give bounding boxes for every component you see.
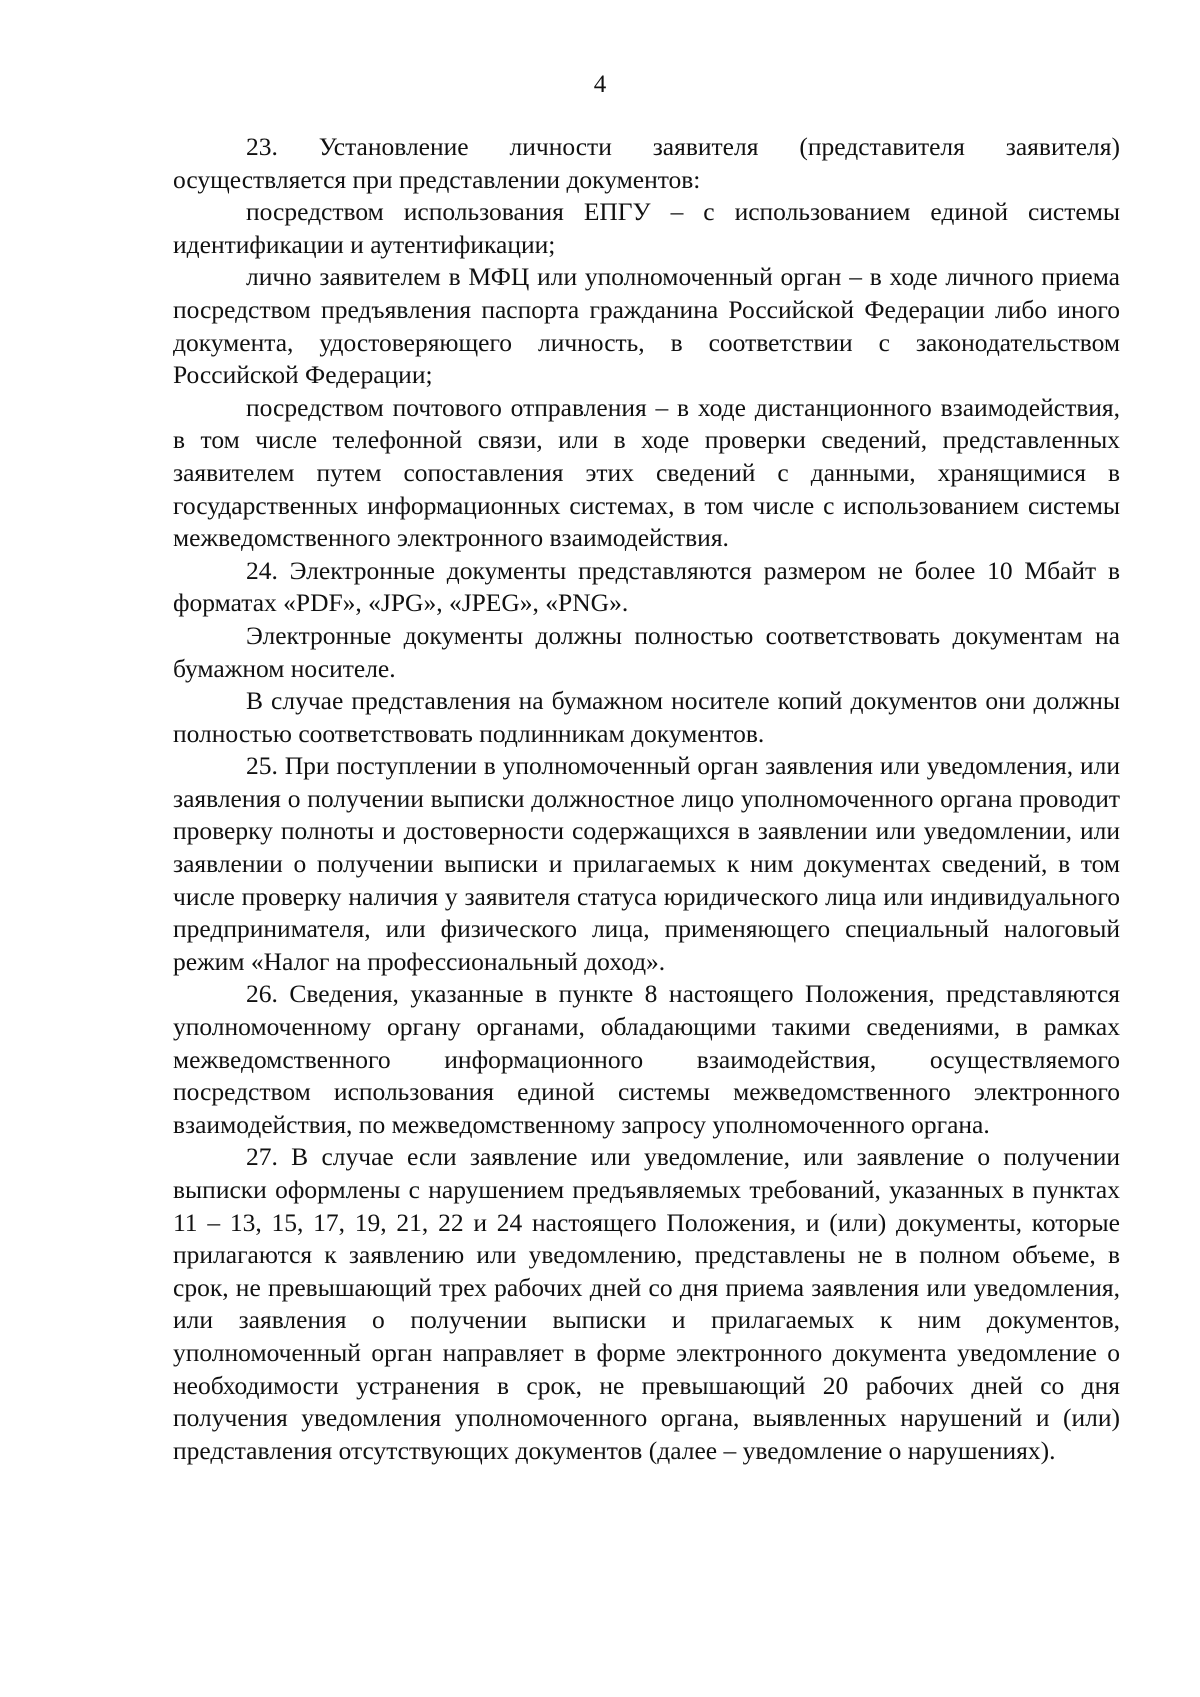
paragraph-epgu: посредством использования ЕПГУ – с использованием единой системы идентификации и аутентификации; bbox=[173, 197, 1120, 259]
paragraph-electronic-match: Электронные документы должны полностью соответствовать документам на бумажном носителе. bbox=[173, 620, 1120, 683]
paragraph-postal: посредством почтового отправления – в ходе дистанционного взаимодействия, в том числе телефонной связи, или в ходе проверки сведений, представленных заявителем путем сопоставления этих сведений с данными, хранящимися в государственных информационных системах, в том числе с использованием системы межведомственного электронного взаимодействия. bbox=[173, 392, 1120, 553]
paragraph-paper-copies: В случае представления на бумажном носителе копий документов они должны полностью соответствовать подлинникам документов. bbox=[173, 686, 1120, 748]
paragraph-25-verification: 25. При поступлении в уполномоченный орган заявления или уведомления, или заявления о получении выписки должностное лицо уполномоченного органа проводит проверку полноты и достоверности содержащихся в заявлении или уведомлении, или заявлении о получении выписки и прилагаемых к ним документах сведений, в том числе проверку наличия у заявителя статуса юридического лица или индивидуального предпринимателя, или физического лица, применяющего специальный налоговый режим «Налог на профессиональный доход». bbox=[173, 751, 1120, 976]
page-number: 4 bbox=[593, 71, 607, 98]
paragraph-23-identity: 23. Установление личности заявителя (представителя заявителя) осуществляется при представлении документов: bbox=[173, 132, 1120, 194]
paragraph-27-violations: 27. В случае если заявление или уведомление, или заявление о получении выписки оформлены с нарушением предъявляемых требований, указанных в пунктах 11 – 13, 15, 17, 19, 21, 22 и 24 настоящего Положения, и (или) документы, которые прилагаются к заявлению или уведомлению, представлены не в полном объеме, в срок, не превышающий трех рабочих дней со дня приема заявления или уведомления, или заявления о получении выписки и прилагаемых к ним документов, уполномоченный орган направляет в форме электронного документа уведомление о необходимости устранения в срок, не превышающий 20 рабочих дней со дня получения уведомления уполномоченного органа, выявленных нарушений и (или) представления отсутствующих документов (далее – уведомление о нарушениях). bbox=[173, 1142, 1120, 1465]
paragraph-24-electronic-docs: 24. Электронные документы представляются размером не более 10 Мбайт в форматах «PDF», «JPG», «JPEG», «PNG». bbox=[173, 555, 1120, 618]
document-body bbox=[173, 131, 1120, 1467]
paragraph-26-interagency: 26. Сведения, указанные в пункте 8 настоящего Положения, представляются уполномоченному органу органами, обладающими такими сведениями, в рамках межведомственного информационного взаимодействия, осуществляемого посредством использования единой системы межведомственного электронного взаимодействия, по межведомственному запросу уполномоченного органа. bbox=[173, 979, 1120, 1139]
paragraph-in-person: лично заявителем в МФЦ или уполномоченный орган – в ходе личного приема посредством предъявления паспорта гражданина Российской Федерации либо иного документа, удостоверяющего личность, в соответствии с законодательством Российской Федерации; bbox=[173, 262, 1120, 390]
